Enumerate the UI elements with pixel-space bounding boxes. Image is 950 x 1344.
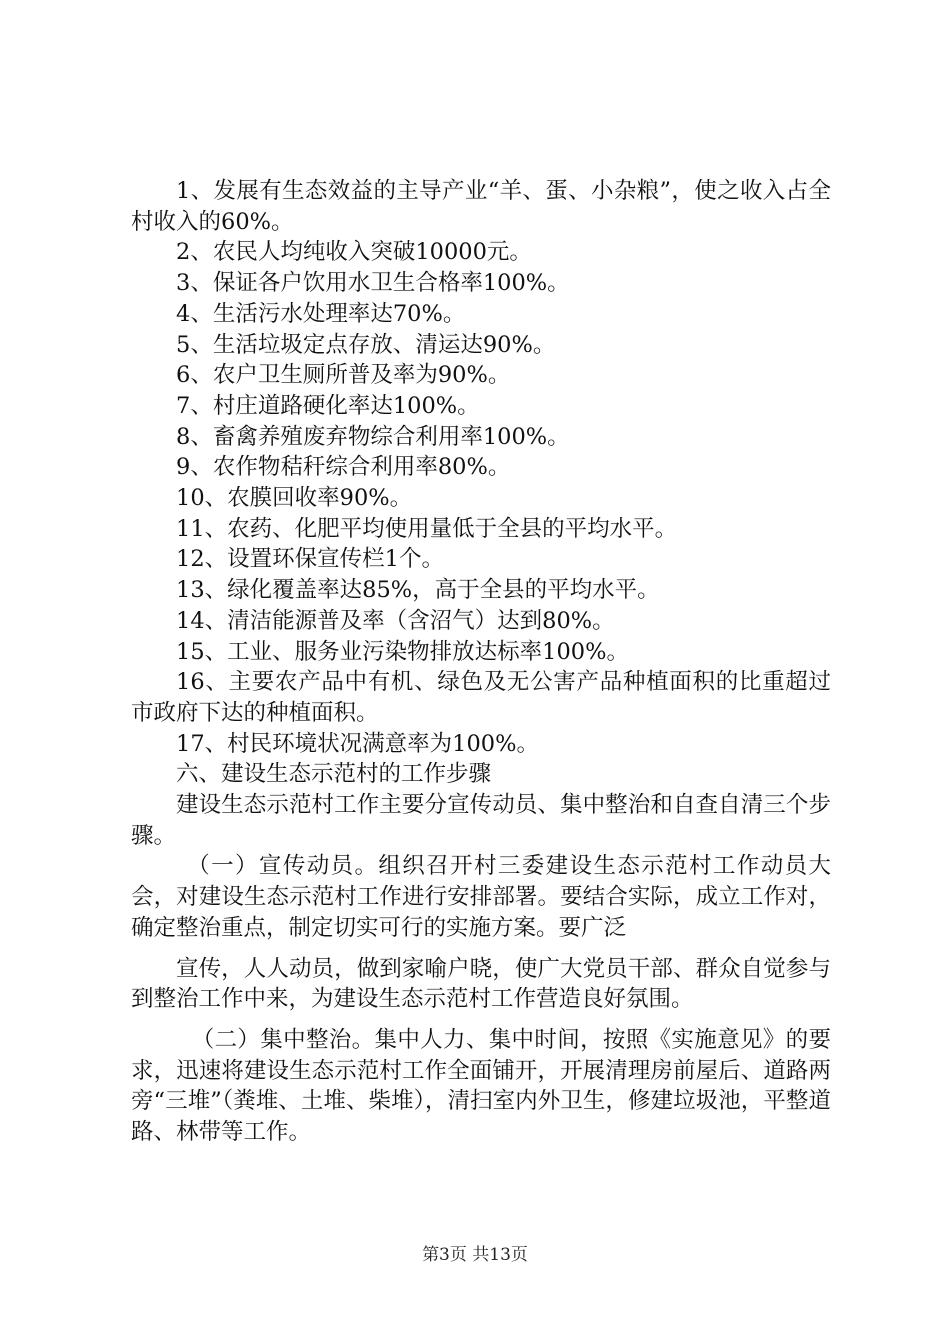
paragraph-item-17: 17、村民环境状况满意率为100%。 bbox=[176, 730, 539, 757]
paragraph-item-6: 6、农户卫生厕所普及率为90%。 bbox=[176, 362, 511, 389]
paragraph-item-16: 16、主要农产品中有机、绿色及无公害产品种植面积的比重超过市政府下达的种植面积。 bbox=[131, 669, 831, 726]
paragraph-step-1: （一）宣传动员。组织召开村三委建设生态示范村工作动员大会，对建设生态示范村工作进行安排部署。要结合实际，成立工作对，确定整治重点，制定切实可行的实施方案。要广泛 bbox=[131, 853, 831, 941]
paragraph-item-4: 4、生活污水处理率达70%。 bbox=[176, 300, 466, 327]
paragraph-item-15: 15、工业、服务业污染物排放达标率100%。 bbox=[176, 638, 629, 665]
paragraph-item-3: 3、保证各户饮用水卫生合格率100%。 bbox=[176, 270, 570, 297]
paragraph-intro: 建设生态示范村工作主要分宣传动员、集中整治和自查自清三个步骤。 bbox=[131, 792, 831, 849]
paragraph-item-2: 2、农民人均纯收入突破10000元。 bbox=[176, 239, 532, 266]
paragraph-item-5: 5、生活垃圾定点存放、清运达90%。 bbox=[176, 331, 556, 358]
section-heading: 六、建设生态示范村的工作步骤 bbox=[176, 761, 492, 788]
paragraph-item-11: 11、农药、化肥平均使用量低于全县的平均水平。 bbox=[176, 515, 678, 542]
paragraph-item-9: 9、农作物秸秆综合利用率80%。 bbox=[176, 454, 511, 481]
paragraph-item-7: 7、村庄道路硬化率达100%。 bbox=[176, 392, 480, 419]
paragraph-item-10: 10、农膜回收率90%。 bbox=[176, 485, 413, 512]
paragraph-item-8: 8、畜禽养殖废弃物综合利用率100%。 bbox=[176, 423, 570, 450]
paragraph-item-13: 13、绿化覆盖率达85%，高于全县的平均水平。 bbox=[176, 577, 660, 604]
paragraph-step-2: （二）集中整治。集中人力、集中时间，按照《实施意见》的要求，迅速将建设生态示范村工作全面铺开，开展清理房前屋后、道路两旁“三堆”（粪堆、土堆、柴堆），清扫室内外卫生，修建垃圾池，平整道路、林带等工作。 bbox=[131, 1026, 831, 1146]
paragraph-item-12: 12、设置环保宣传栏1个。 bbox=[176, 546, 444, 573]
document-body bbox=[131, 176, 831, 1148]
page-footer: 第3页 共13页 bbox=[422, 1245, 528, 1265]
paragraph-step-1-cont: 宣传，人人动员，做到家喻户晓，使广大党员干部、群众自觉参与到整治工作中来，为建设生态示范村工作营造良好氛围。 bbox=[131, 955, 831, 1013]
paragraph-item-14: 14、清洁能源普及率（含沼气）达到80%。 bbox=[176, 607, 615, 634]
paragraph-item-1: 1、发展有生态效益的主导产业“羊、蛋、小杂粮”，使之收入占全村收入的60%。 bbox=[131, 178, 831, 235]
